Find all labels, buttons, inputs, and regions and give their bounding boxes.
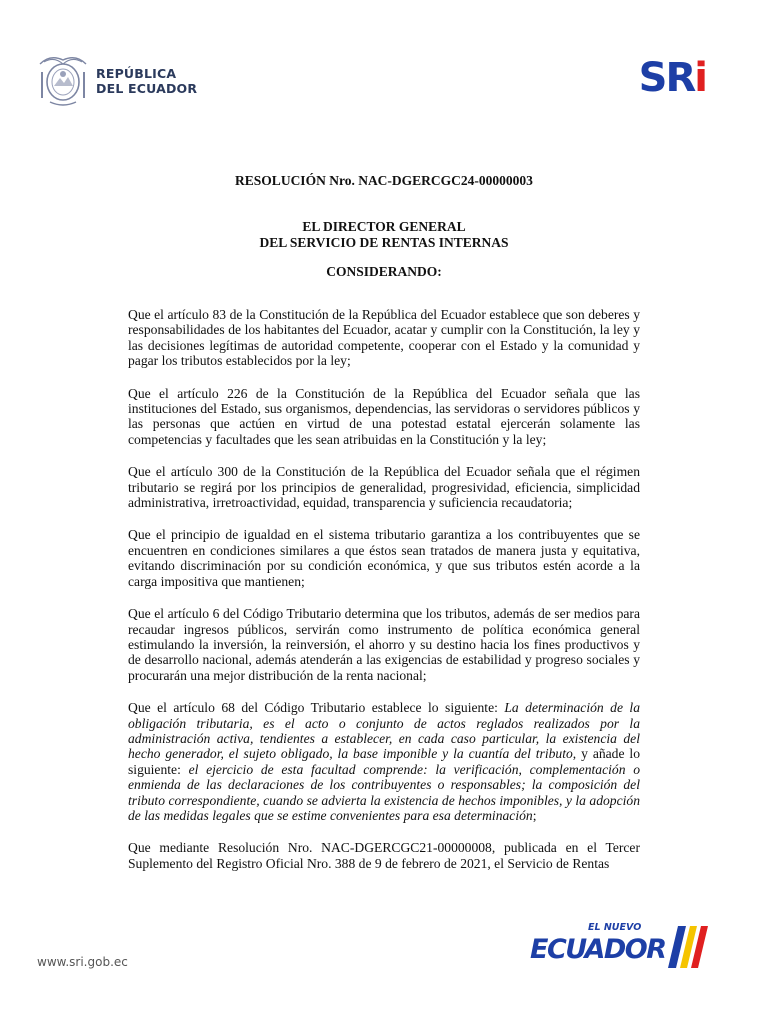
paragraph-6	[128, 700, 640, 823]
coat-of-arms-icon	[36, 52, 90, 110]
paragraph-7: Que mediante Resolución Nro. NAC-DGERCGC21-00000008, publicada en el Tercer Suplemento del Registro Oficial Nro. 388 de 9 de febrero de 2021, el Servicio de Rentas	[128, 840, 640, 871]
republic-line-1: REPÚBLICA	[96, 66, 177, 81]
paragraph-6-intro: Que el artículo 68 del Código Tributario establece lo siguiente:	[128, 700, 505, 716]
paragraph-6-quote-1: La determinación de la obligación tributaria, es el acto o conjunto de actos reglados realizados por la administración activa, tendientes a establecer, en cada caso particular, la existencia del hecho generador, el sujeto obligado, la base imponible y la cuantía del tributo	[128, 700, 640, 762]
sri-logo-text: SR	[638, 55, 695, 101]
paragraph-5: Que el artículo 6 del Código Tributario determina que los tributos, además de ser medios para recaudar ingresos públicos, servirán como instrumento de política económica general estimulando la inversión, la reinversión, el ahorro y su destino hacia los fines productivos y de desarrollo nacional, además atenderán a las exigencias de estabilidad y progreso sociales y procurarán una mejor distribución de la renta nacional;	[128, 606, 640, 683]
paragraph-1: Que el artículo 83 de la Constitución de la República del Ecuador establece que son deberes y responsabilidades de los habitantes del Ecuador, acatar y cumplir con la Constitución, la ley y las decisiones legítimas de autoridad competente, cooperar con el Estado y la comunidad y pagar los tributos establecidos por la ley;	[128, 307, 640, 369]
sri-logo-i: i	[694, 55, 706, 101]
sri-logo	[638, 55, 706, 101]
el-nuevo-text: EL NUEVO	[588, 922, 642, 933]
footer-url: www.sri.gob.ec	[37, 955, 128, 969]
director-line-2: DEL SERVICIO DE RENTAS INTERNAS	[259, 235, 509, 250]
republica-del-ecuador-logo	[36, 52, 197, 110]
el-nuevo-ecuador-logo	[528, 922, 714, 972]
republic-line-2: DEL ECUADOR	[96, 81, 198, 96]
paragraph-4: Que el principio de igualdad en el sistema tributario garantiza a los contribuyentes que se encuentren en condiciones similares a que éstos sean tratados de manera justa y equitativa, evitando discriminación por su condición económica, y que sus tributos estén acorde a la carga impositiva que mantienen;	[128, 527, 640, 589]
paragraph-6-quote-2: el ejercicio de esta facultad comprende: la verificación, complementación o enmienda de las declaraciones de los contribuyentes o responsables; la composición del tributo correspondiente, cuando se advierta la existencia de hechos imponibles, y la adopción de las medidas legales que se estime convenientes para esa determinación	[128, 761, 640, 823]
republic-name	[96, 66, 197, 96]
ecuador-text: ECUADOR	[530, 934, 666, 965]
paragraph-6-end: ;	[532, 807, 537, 823]
paragraph-6-middle: , y añade lo siguiente:	[128, 746, 640, 777]
flag-stripes-icon	[666, 924, 712, 970]
paragraph-3: Que el artículo 300 de la Constitución de la República del Ecuador señala que el régimen tributario se regirá por los principios de generalidad, progresividad, eficiencia, simplicidad administrativa, irretroactividad, equidad, transparencia y suficiencia recaudatoria;	[128, 464, 640, 511]
director-line-1: EL DIRECTOR GENERAL	[302, 219, 466, 234]
resolution-title: RESOLUCIÓN Nro. NAC-DGERCGC24-00000003	[235, 173, 533, 188]
paragraph-2: Que el artículo 226 de la Constitución de la República del Ecuador señala que las instituciones del Estado, sus organismos, dependencias, las servidoras o servidores públicos y las personas que actúen en virtud de una potestad estatal ejercerán solamente las competencias y facultades que les sean atribuidas en la Constitución y la ley;	[128, 385, 640, 447]
document-body	[128, 307, 640, 888]
considerando-heading: CONSIDERANDO:	[326, 264, 442, 279]
